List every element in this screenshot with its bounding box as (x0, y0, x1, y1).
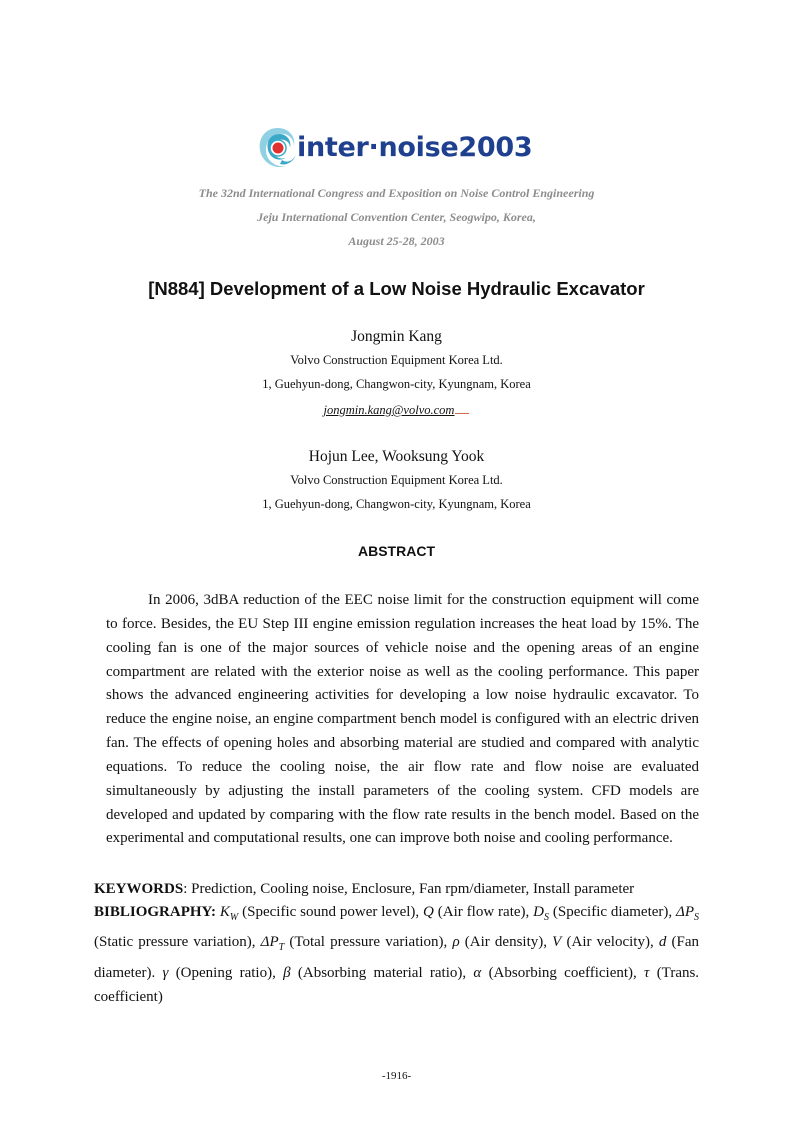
nomenclature-description: (Total pressure variation), (284, 934, 448, 951)
nomenclature-item (547, 934, 654, 950)
nomenclature-symbol: Q (423, 904, 434, 920)
nomenclature-item (216, 904, 420, 923)
nomenclature-symbol: d (658, 934, 667, 951)
keywords-line (94, 878, 699, 902)
author2-names: Hojun Lee, Wooksung Yook (308, 448, 485, 465)
nomenclature-symbol: γ (162, 964, 169, 981)
author1-name: Jongmin Kang (351, 328, 442, 345)
nomenclature-description: (Air velocity), (561, 934, 654, 951)
nomenclature-description: (Specific diameter), (549, 904, 673, 920)
nomenclature-description: (Air flow rate), (433, 904, 530, 920)
nomenclature-item (447, 934, 547, 950)
author1-affiliation: Volvo Construction Equipment Korea Ltd. (290, 353, 503, 367)
nomenclature-symbol: ΔP (676, 904, 695, 920)
nomenclature-item (419, 904, 529, 920)
nomenclature-symbol: ρ (452, 934, 460, 951)
nomenclature-symbol: V (552, 934, 562, 951)
nomenclature-description: (Static pressure variation), (94, 934, 256, 951)
nomenclature-item (276, 965, 466, 981)
nomenclature-item (529, 904, 673, 923)
logo-wordmark: inter·noise2003 (297, 132, 533, 163)
nomenclature-symbol: τ (644, 964, 650, 981)
nomenclature-symbol: K (219, 904, 230, 920)
nomenclature-description: (Trans. coefficient) (94, 964, 700, 1005)
swirl-logo-icon (256, 120, 300, 178)
nomenclature-description: (Air density), (459, 934, 548, 951)
author1-email-link[interactable]: jongmin.kang@volvo.com (323, 403, 455, 417)
nomenclature-subscript: S (694, 912, 700, 923)
conference-venue: Jeju International Convention Center, Seogwipo, Korea, (257, 210, 536, 224)
author2-address: 1, Guehyun-dong, Changwon-city, Kyungnam, Korea (262, 497, 531, 511)
nomenclature-symbol: ΔP (260, 934, 279, 951)
author1-email-line (0, 401, 793, 419)
nomenclature-description: (Opening ratio), (168, 964, 276, 981)
nomenclature-symbol: α (473, 964, 482, 981)
abstract-heading: ABSTRACT (358, 543, 435, 559)
nomenclature-symbol: β (283, 964, 291, 981)
nomenclature-description: (Specific sound power level), (238, 904, 420, 920)
nomenclature-description: (Absorbing coefficient), (481, 964, 637, 981)
nomenclature-symbol: D (533, 904, 545, 920)
conference-name: The 32nd International Congress and Exposition on Noise Control Engineering (198, 186, 595, 200)
nomenclature-description: (Absorbing material ratio), (290, 964, 467, 981)
conference-dates: August 25-28, 2003 (348, 234, 445, 248)
keywords-label: KEYWORDS (94, 881, 184, 897)
bibliography-label: BIBLIOGRAPHY: (94, 904, 216, 920)
page-number: -1916- (381, 1070, 412, 1082)
paper-title: [N884] Development of a Low Noise Hydraulic Excavator (148, 278, 645, 299)
author1-address: 1, Guehyun-dong, Changwon-city, Kyungnam, Korea (262, 377, 531, 391)
nomenclature-subscript: S (544, 912, 550, 923)
nomenclature-description: (Fan diameter). (94, 934, 700, 981)
nomenclature-subscript: T (278, 942, 285, 954)
keywords-text: : Prediction, Cooling noise, Enclosure, Fan rpm/diameter, Install parameter (183, 881, 635, 897)
nomenclature-item (155, 965, 276, 981)
conference-logo (256, 120, 546, 178)
nomenclature-item (256, 934, 448, 954)
nomenclature-subscript: W (229, 912, 239, 923)
abstract-body: In 2006, 3dBA reduction of the EEC noise limit for the construction equipment will come to force. Besides, the EU Step III engine emission regulation increases the heat load by 15%. The cooling fan is one of the major sources of vehicle noise and the opening areas of an engine compartment are related with the exterior noise as well as the cooling performance. This paper shows the advanced engineering activities for developing a low noise hydraulic excavator. To reduce the engine noise, an engine compartment bench model is configured with an electric driven fan. The effects of opening holes and absorbing material are studied and compared with analytic equations. To reduce the cooling noise, the air flow rate and flow noise are evaluated simultaneously by adjusting the install parameters of the cooling system. CFD models are developed and updated by comparing with the flow rate results in the bench model. Based on the experimental and computational results, one can improve both noise and cooling performance. (106, 592, 699, 847)
author2-affiliation: Volvo Construction Equipment Korea Ltd. (290, 473, 503, 487)
email-underline-trail (455, 401, 469, 414)
nomenclature-item (466, 965, 637, 981)
bibliography-block (94, 900, 699, 1009)
